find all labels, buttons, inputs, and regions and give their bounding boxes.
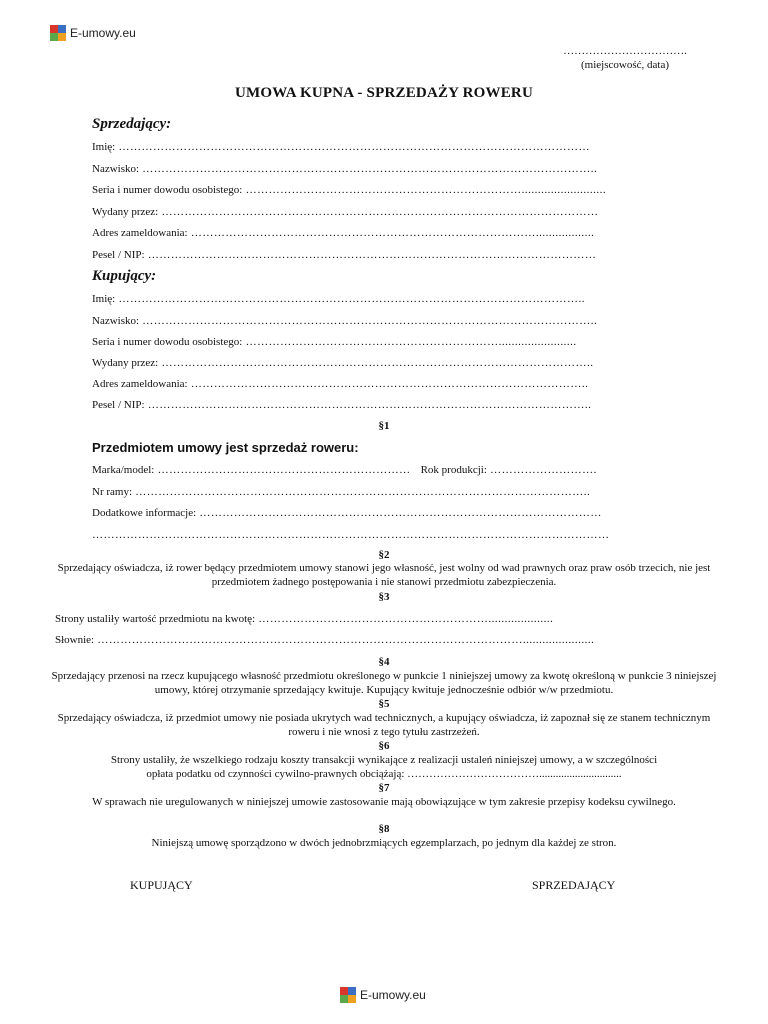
- seller-address: Adres zameldowania: ………………………………………………………………………………..................: [92, 227, 595, 239]
- seller-last-name: Nazwisko: ………………………………………………………………………………………………………..: [92, 163, 598, 175]
- section-7-text: W sprawach nie uregulowanych w niniejszej umowie zastosowanie mają obowiązujące w tym zakresie przepisy kodeksu cywilnego.: [92, 796, 676, 808]
- buyer-id-number: Seria i numer dowodu osobistego: …………………………………………………………........................: [92, 336, 577, 348]
- seller-heading: Sprzedający:: [92, 116, 172, 132]
- subject-heading: Przedmiotem umowy jest sprzedaż roweru:: [92, 440, 359, 455]
- header-logo: [50, 25, 136, 41]
- price-in-words: Słownie: …………………………………………………………………………………………………......................: [55, 634, 595, 646]
- price-line: Strony ustaliły wartość przedmiotu na kwotę: ……………………………………………………....................: [55, 613, 554, 625]
- document-title: UMOWA KUPNA - SPRZEDAŻY ROWERU: [235, 85, 533, 101]
- place-date-label: (miejscowość, data): [581, 59, 669, 71]
- section-8-mark: §8: [378, 823, 390, 835]
- seller-first-name: Imię: ……………………………………………………………………………………………………………: [92, 141, 590, 153]
- seller-id-number: Seria i numer dowodu osobistego: ………………………………………………………………..........................: [92, 184, 607, 196]
- buyer-signature-label: KUPUJĄCY: [130, 878, 193, 892]
- section-1-mark: §1: [378, 420, 390, 432]
- buyer-heading: Kupujący:: [92, 268, 157, 284]
- section-6-line2: opłata podatku od czynności cywilno-prawnych obciążają: ………………………………..............................: [146, 768, 622, 780]
- seller-pesel: Pesel / NIP: ………………………………………………………………………………………………………: [92, 249, 597, 261]
- buyer-pesel: Pesel / NIP: ……………………………………………………………………………………………………..: [92, 399, 592, 411]
- section-8-text: Niniejszą umowę sporządzono w dwóch jednobrzmiących egzemplarzach, po jednym dla każdej ze stron.: [151, 837, 617, 849]
- section-2-text: Sprzedający oświadcza, iż rower będący przedmiotem umowy stanowi jego własność, jest wolny od wad prawnych oraz praw osób trzecich, nie jest przedmiotem żadnego postępowania i nie stanowi przedmiotu zabezpieczenia.: [57, 562, 711, 588]
- section-5-mark: §5: [378, 698, 390, 710]
- bike-frame-number: Nr ramy: ………………………………………………………………………………………………………..: [92, 486, 591, 498]
- buyer-address: Adres zameldowania: …………………………………………………………………………………………..: [92, 378, 589, 390]
- bike-brand-model: Marka/model: ………………………………………………………… Rok produkcji: ……………………….: [92, 464, 597, 476]
- section-6-line1: Strony ustaliły, że wszelkiego rodzaju koszty transakcji wynikające z realizacji ustaleń niniejszej umowy, a w szczególności: [110, 754, 658, 766]
- buyer-issued-by: Wydany przez: …………………………………………………………………………………………………..: [92, 357, 594, 369]
- section-4-mark: §4: [378, 656, 390, 668]
- section-2-mark: §2: [378, 549, 390, 561]
- seller-signature-label: SPRZEDAJĄCY: [532, 878, 616, 892]
- section-4-text: Sprzedający przenosi na rzecz kupującego własność przedmiotu określonego w punkcie 1 niniejszej umowy za kwotę określoną w punkcie 3 niniejszej umowy, której otrzymanie sprzedający kwituje. Kupujący kwituje jednocześnie odbiór w/w przedmiotu.: [51, 670, 717, 696]
- bike-extra-info-line2: ………………………………………………………………………………………………………………………: [92, 529, 610, 541]
- section-5-text: Sprzedający oświadcza, iż przedmiot umowy nie posiada ukrytych wad technicznych, a kupujący oświadcza, iż zapoznał się ze stanem technicznym roweru i nie wnosi z tego tytułu zastrzeżeń.: [57, 712, 711, 738]
- section-3-mark: §3: [378, 591, 390, 603]
- seller-issued-by: Wydany przez: ……………………………………………………………………………………………………: [92, 206, 599, 218]
- bike-extra-info: Dodatkowe informacje: ……………………………………………………………………………………………: [92, 507, 602, 519]
- logo-icon: [340, 987, 356, 1003]
- footer-logo-text: E-umowy.eu: [360, 988, 426, 1002]
- place-date-dots: …………………………….: [563, 45, 687, 57]
- logo-text: E-umowy.eu: [70, 26, 136, 40]
- buyer-last-name: Nazwisko: ………………………………………………………………………………………………………..: [92, 315, 598, 327]
- logo-icon: [50, 25, 66, 41]
- section-6-mark: §6: [378, 740, 390, 752]
- buyer-first-name: Imię: …………………………………………………………………………………………………………..: [92, 293, 585, 305]
- footer-logo: [340, 987, 426, 1003]
- section-7-mark: §7: [378, 782, 390, 794]
- place-date: [555, 44, 695, 72]
